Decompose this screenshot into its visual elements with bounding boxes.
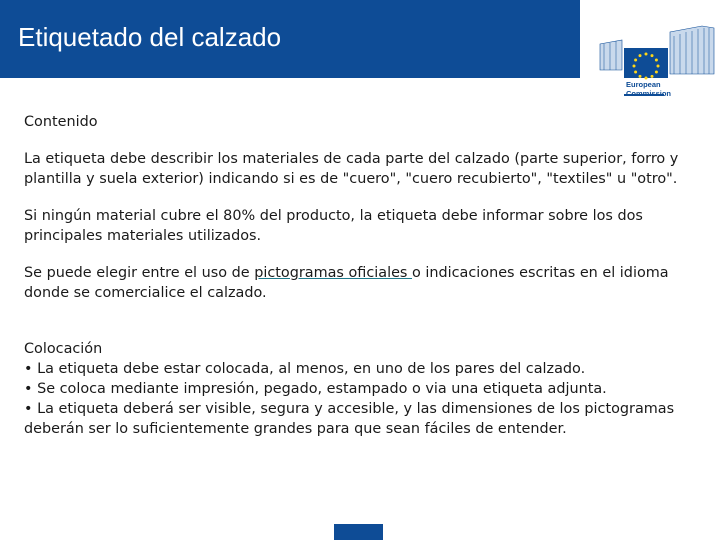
pictogramas-oficiales-link[interactable]: pictogramas oficiales (254, 265, 412, 281)
paragraph-pictograms-end: o indicaciones escritas en el idioma donde se comercialice el calzado. (24, 265, 669, 301)
slide-content (24, 112, 704, 439)
bullet-item: • La etiqueta deberá ser visible, segura y accesible, y las dimensiones de los pictogramas deberán ser lo suficientemente grandes para que sean fáciles de entender. (24, 401, 675, 437)
logo-text: European Commission (626, 80, 672, 98)
slide-title: Etiquetado del calzado (18, 22, 282, 52)
bullet-item: • La etiqueta debe estar colocada, al menos, en uno de los pares del calzado. (24, 361, 586, 377)
paragraph-pictograms (24, 263, 704, 303)
section-heading-colocacion: Colocación (24, 341, 103, 357)
footer-tab (334, 524, 383, 540)
paragraph-eighty-percent: Si ningún material cubre el 80% del producto, la etiqueta debe informar sobre los dos principales materiales utilizados. (24, 208, 643, 244)
paragraph-pictograms-start: Se puede elegir entre el uso de (24, 265, 255, 281)
section-heading-contenido: Contenido (24, 114, 98, 130)
bullet-item: • Se coloca mediante impresión, pegado, estampado o via una etiqueta adjunta. (24, 381, 607, 397)
slide-header (0, 0, 720, 98)
paragraph-materials: La etiqueta debe describir los materiales de cada parte del calzado (parte superior, forro y plantilla y suela exterior) indicando si es de "cuero", "cuero recubierto", "textiles" u "otro". (24, 151, 679, 187)
